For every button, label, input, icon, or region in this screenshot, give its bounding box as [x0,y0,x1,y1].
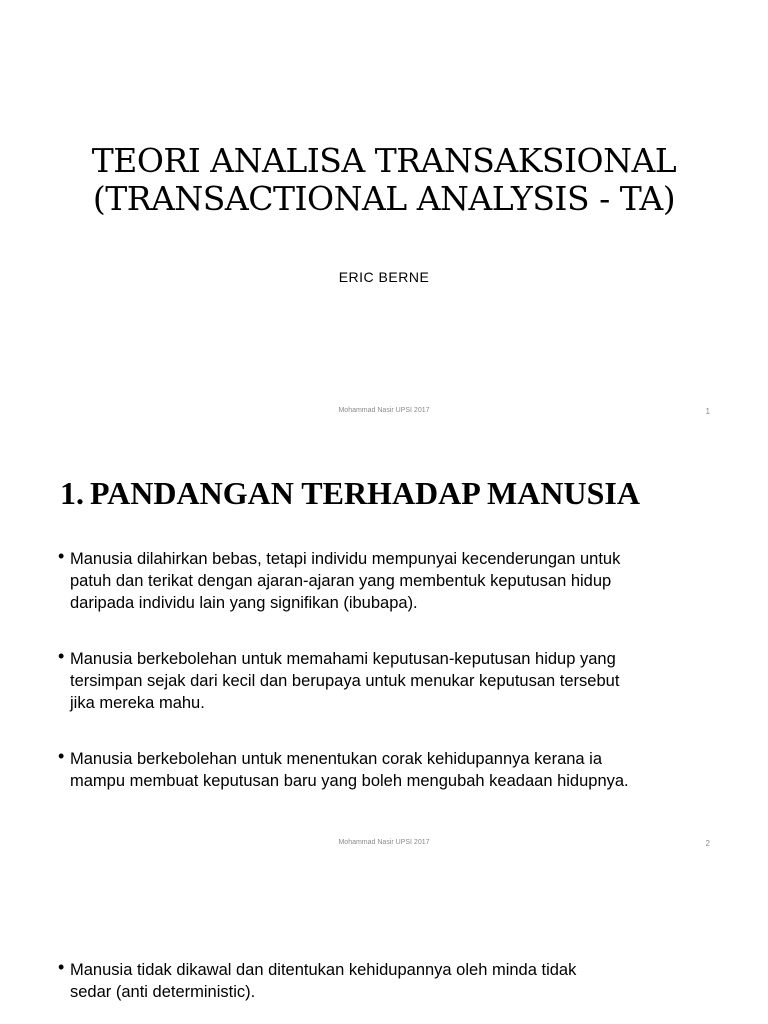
slide-1 [0,0,768,432]
bullet-line: tersimpan sejak dari kecil dan berupaya untuk menukar keputusan tersebut [70,672,620,690]
page-number: 1 [705,407,710,416]
bullet-list [58,548,718,792]
bullet-line: patuh dan terikat dengan ajaran-ajaran yang membentuk keputusan hidup [70,572,612,590]
bullet-line: Manusia dilahirkan bebas, tetapi individu mempunyai kecenderungan untuk [70,550,621,568]
bullet-icon: • [58,546,65,566]
list-item [58,548,718,614]
bullet-line: Manusia berkebolehan untuk menentukan corak kehidupannya kerana ia [70,750,603,768]
bullet-line: mampu membuat keputusan baru yang boleh mengubah keadaan hidupnya. [70,772,629,790]
slide-2 [0,432,768,864]
bullet-line: sedar (anti deterministic). [70,983,256,1001]
title-line-1: TEORI ANALISA TRANSAKSIONAL [91,141,677,180]
bullet-icon: • [58,746,65,766]
list-item [58,959,718,1003]
bullet-icon: • [58,646,65,666]
bullet-icon: • [58,957,65,977]
slide-title [60,474,640,512]
list-item [58,748,718,792]
list-item [58,648,718,714]
slide-footer: Mohammad Nasir UPSI 2017 [338,839,430,846]
bullet-line: Manusia berkebolehan untuk memahami keputusan-keputusan hidup yang [70,650,616,668]
slide-footer: Mohammad Nasir UPSI 2017 [338,407,430,414]
bullet-line: jika mereka mahu. [70,694,205,712]
title-line-2: (TRANSACTIONAL ANALYSIS - TA) [92,179,676,218]
bullet-line: Manusia tidak dikawal dan ditentukan kehidupannya oleh minda tidak [70,961,577,979]
bullet-line: daripada individu lain yang signifikan (ibubapa). [70,594,418,612]
bullet-list [58,959,718,1003]
slide-3 [0,864,768,1024]
title-text: PANDANGAN TERHADAP MANUSIA [90,475,640,511]
slide-subtitle: ERIC BERNE [338,269,430,285]
page-number: 2 [705,839,710,848]
title-number: 1. [60,475,84,511]
slide-title [0,142,768,218]
